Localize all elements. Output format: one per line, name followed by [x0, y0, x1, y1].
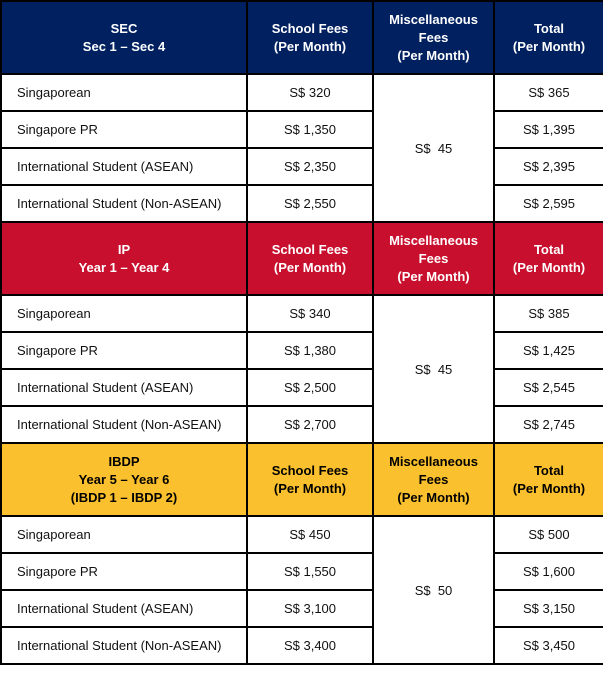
- table-row: [1, 627, 603, 664]
- header-total-line: Total: [533, 20, 565, 36]
- total-value: S$ 3,150: [494, 590, 603, 627]
- header-total: [494, 222, 603, 295]
- header-total: [494, 443, 603, 516]
- total-value: S$ 3,450: [494, 627, 603, 664]
- header-misc-fees-line: Fees: [418, 29, 449, 45]
- header-misc-fees-line: Fees: [418, 471, 449, 487]
- header-total-line: Total: [533, 241, 565, 257]
- school-fee-value: S$ 3,400: [247, 627, 373, 664]
- school-fee-value: S$ 2,350: [247, 148, 373, 185]
- header-school-fees-line: School Fees: [271, 462, 349, 478]
- header-total-line: Total: [533, 462, 565, 478]
- student-category: Singaporean: [1, 516, 247, 553]
- student-category: Singapore PR: [1, 332, 247, 369]
- total-value: S$ 2,395: [494, 148, 603, 185]
- header-misc-fees-line: (Per Month): [397, 268, 470, 284]
- section-title: [1, 443, 247, 516]
- student-category: Singaporean: [1, 74, 247, 111]
- table-row: [1, 185, 603, 222]
- header-misc-fees-line: Miscellaneous: [389, 453, 478, 469]
- table-row: [1, 516, 603, 553]
- header-total-line: (Per Month): [512, 38, 586, 54]
- total-value: S$ 500: [494, 516, 603, 553]
- school-fee-value: S$ 2,500: [247, 369, 373, 406]
- section-title: [1, 222, 247, 295]
- section-title-line: SEC: [110, 20, 138, 36]
- header-school-fees: [247, 222, 373, 295]
- student-category: International Student (Non-ASEAN): [1, 627, 247, 664]
- table-row: [1, 295, 603, 332]
- header-misc-fees: [373, 1, 494, 74]
- school-fee-value: S$ 1,380: [247, 332, 373, 369]
- table-row: [1, 74, 603, 111]
- table-row: [1, 553, 603, 590]
- section-header-ip: [1, 222, 603, 295]
- school-fee-value: S$ 340: [247, 295, 373, 332]
- student-category: International Student (Non-ASEAN): [1, 185, 247, 222]
- school-fee-value: S$ 450: [247, 516, 373, 553]
- section-header-sec: [1, 1, 603, 74]
- header-school-fees-line: (Per Month): [273, 38, 347, 54]
- student-category: Singaporean: [1, 295, 247, 332]
- section-title-line: Sec 1 – Sec 4: [82, 38, 166, 54]
- header-school-fees-line: (Per Month): [273, 480, 347, 496]
- total-value: S$ 365: [494, 74, 603, 111]
- table-row: [1, 369, 603, 406]
- misc-fee-value: S$ 45: [373, 74, 494, 222]
- header-misc-fees-line: Miscellaneous: [389, 232, 478, 248]
- student-category: Singapore PR: [1, 553, 247, 590]
- total-value: S$ 1,425: [494, 332, 603, 369]
- section-header-ibdp: [1, 443, 603, 516]
- header-school-fees-line: School Fees: [271, 241, 349, 257]
- school-fee-value: S$ 1,350: [247, 111, 373, 148]
- header-school-fees-line: School Fees: [271, 20, 349, 36]
- section-title-line: Year 5 – Year 6: [78, 471, 170, 487]
- section-title-line: IBDP: [108, 453, 140, 469]
- total-value: S$ 2,545: [494, 369, 603, 406]
- section-title: [1, 1, 247, 74]
- total-value: S$ 385: [494, 295, 603, 332]
- total-value: S$ 2,595: [494, 185, 603, 222]
- table-row: [1, 332, 603, 369]
- header-school-fees: [247, 1, 373, 74]
- misc-fee-value: S$ 45: [373, 295, 494, 443]
- student-category: International Student (ASEAN): [1, 148, 247, 185]
- header-misc-fees: [373, 222, 494, 295]
- fees-table-body: [1, 1, 603, 664]
- student-category: International Student (ASEAN): [1, 590, 247, 627]
- header-misc-fees-line: Miscellaneous: [389, 11, 478, 27]
- student-category: Singapore PR: [1, 111, 247, 148]
- school-fee-value: S$ 2,550: [247, 185, 373, 222]
- section-title-line: IP: [117, 241, 131, 257]
- header-total: [494, 1, 603, 74]
- header-school-fees-line: (Per Month): [273, 259, 347, 275]
- header-school-fees: [247, 443, 373, 516]
- header-total-line: (Per Month): [512, 480, 586, 496]
- table-row: [1, 148, 603, 185]
- section-title-line: (IBDP 1 – IBDP 2): [70, 489, 178, 505]
- total-value: S$ 1,395: [494, 111, 603, 148]
- header-total-line: (Per Month): [512, 259, 586, 275]
- table-row: [1, 590, 603, 627]
- school-fee-value: S$ 2,700: [247, 406, 373, 443]
- header-misc-fees-line: (Per Month): [397, 47, 470, 63]
- school-fee-value: S$ 3,100: [247, 590, 373, 627]
- school-fee-value: S$ 1,550: [247, 553, 373, 590]
- table-row: [1, 406, 603, 443]
- student-category: International Student (Non-ASEAN): [1, 406, 247, 443]
- school-fee-value: S$ 320: [247, 74, 373, 111]
- misc-fee-value: S$ 50: [373, 516, 494, 664]
- header-misc-fees-line: (Per Month): [397, 489, 470, 505]
- total-value: S$ 1,600: [494, 553, 603, 590]
- header-misc-fees: [373, 443, 494, 516]
- header-misc-fees-line: Fees: [418, 250, 449, 266]
- student-category: International Student (ASEAN): [1, 369, 247, 406]
- total-value: S$ 2,745: [494, 406, 603, 443]
- section-title-line: Year 1 – Year 4: [78, 259, 170, 275]
- table-row: [1, 111, 603, 148]
